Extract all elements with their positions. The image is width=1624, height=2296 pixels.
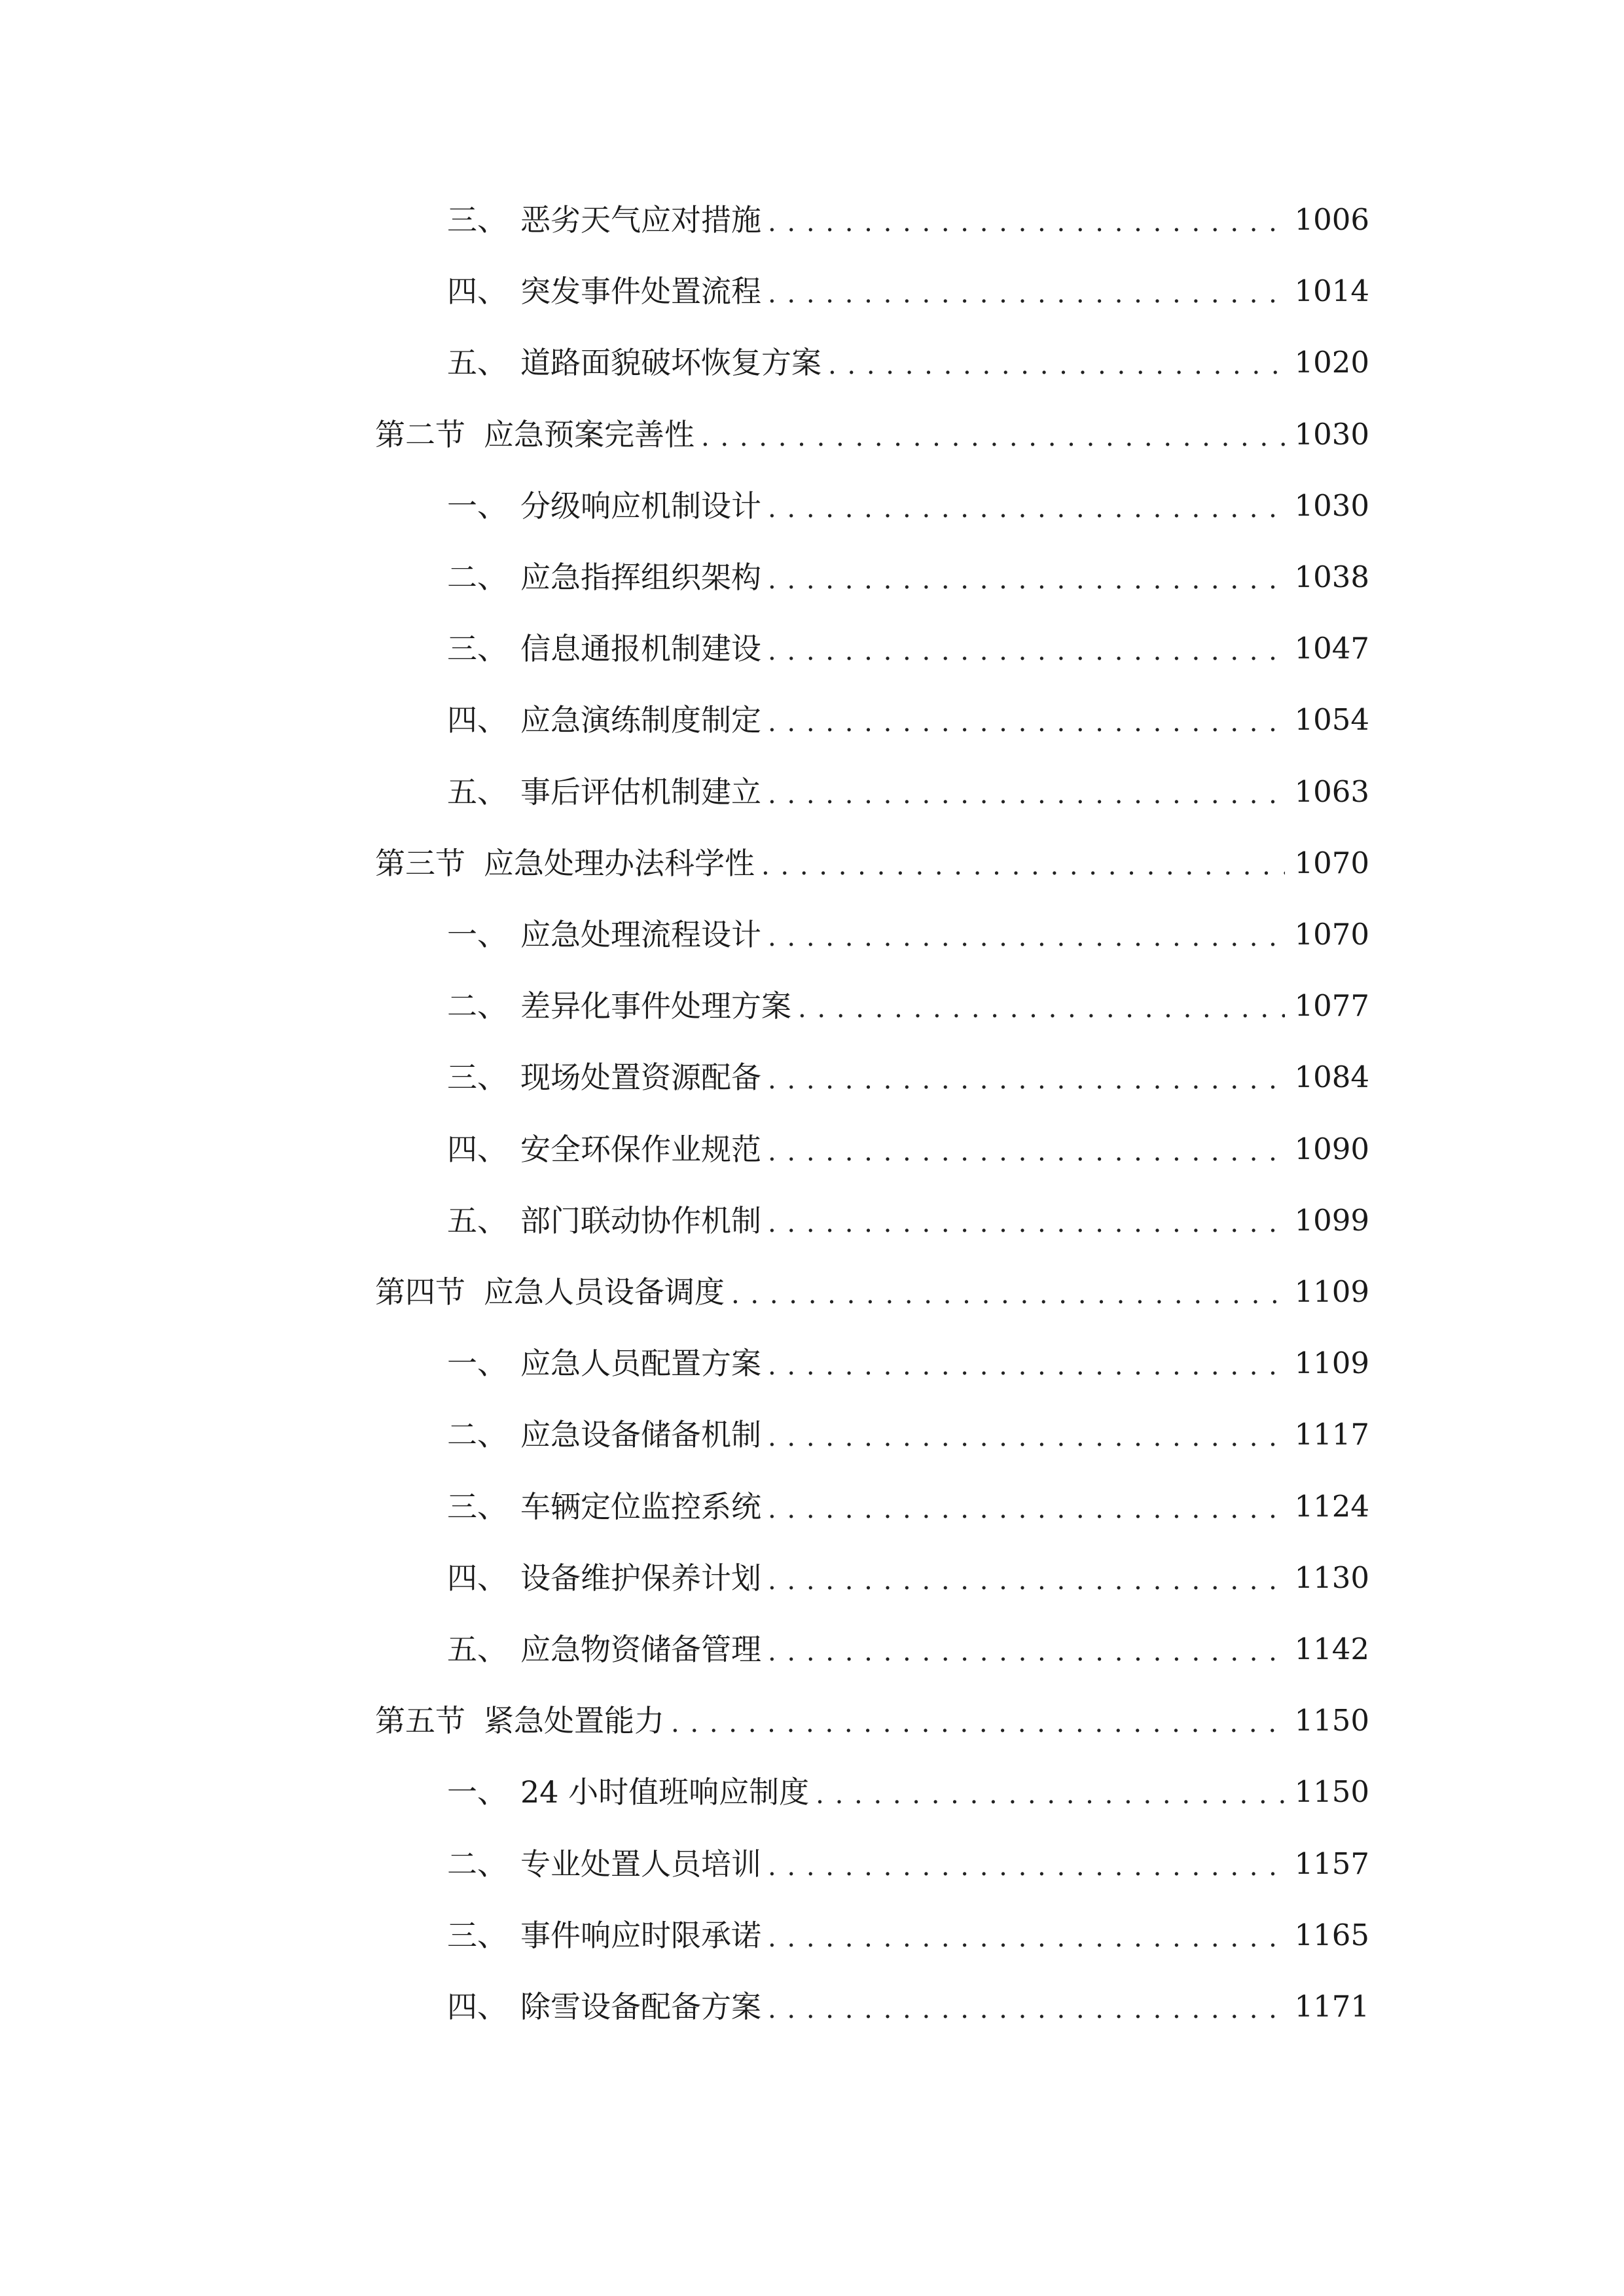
toc-entry-title: 应急处理流程设计 — [520, 917, 761, 952]
toc-entry-number: 五、 — [447, 345, 507, 380]
toc-entry-title: 车辆定位监控系统 — [520, 1489, 761, 1524]
toc-entry-page: 1077 — [1294, 988, 1369, 1023]
toc-entry-title: 应急指挥组织架构 — [520, 560, 761, 595]
dot-leader — [768, 196, 1285, 249]
toc-entry-title: 现场处置资源配备 — [520, 1060, 761, 1095]
toc-entry-title: 信息通报机制建设 — [520, 631, 761, 666]
dot-leader — [768, 1340, 1285, 1392]
toc-entry-page: 1157 — [1294, 1846, 1369, 1881]
toc-entry[interactable] — [447, 1337, 1369, 1390]
toc-entry-title: 道路面貌破坏恢复方案 — [520, 345, 821, 380]
toc-entry-number: 二、 — [447, 988, 507, 1024]
toc-entry-number: 四、 — [447, 274, 507, 309]
dot-leader — [768, 268, 1285, 320]
toc-entry-number: 四、 — [447, 1560, 507, 1596]
toc-entry[interactable] — [447, 1123, 1369, 1175]
toc-entry-title: 分级响应机制设计 — [520, 488, 761, 524]
dot-leader — [768, 911, 1285, 963]
dot-leader — [768, 1626, 1285, 1678]
toc-entry-number: 三、 — [447, 631, 507, 666]
toc-entry[interactable] — [447, 1051, 1369, 1103]
dot-leader — [768, 1483, 1285, 1535]
toc-entry-page: 1142 — [1294, 1632, 1369, 1666]
dot-leader — [731, 1268, 1285, 1321]
toc-entry-number: 三、 — [447, 202, 507, 238]
dot-leader — [768, 1983, 1285, 2036]
dot-leader — [768, 625, 1285, 677]
toc-entry-page: 1117 — [1294, 1417, 1369, 1452]
toc-entry-title: 突发事件处置流程 — [520, 274, 761, 309]
toc-entry-page: 1150 — [1294, 1703, 1369, 1738]
toc-entry[interactable] — [447, 1981, 1369, 2033]
toc-entry-title: 应急物资储备管理 — [520, 1632, 761, 1667]
toc-section-title: 应急人员设备调度 — [484, 1274, 725, 1310]
toc-entry-page: 1150 — [1294, 1774, 1369, 1809]
toc-entry-number: 一、 — [447, 1774, 507, 1810]
toc-entry-page: 1020 — [1294, 345, 1369, 380]
toc-entry-page: 1090 — [1294, 1132, 1369, 1166]
toc-entry-page: 1070 — [1294, 917, 1369, 952]
dot-leader — [701, 411, 1285, 463]
toc-entry[interactable] — [447, 336, 1369, 389]
toc-entry-title: 24 小时值班响应制度 — [520, 1774, 810, 1810]
toc-entry[interactable] — [447, 551, 1369, 603]
toc-entry-title: 专业处置人员培训 — [520, 1846, 761, 1882]
toc-entry[interactable] — [447, 694, 1369, 746]
toc-entry-title: 安全环保作业规范 — [520, 1132, 761, 1167]
toc-entry[interactable] — [447, 622, 1369, 675]
dot-leader — [768, 554, 1285, 606]
toc-section-number: 第五节 — [375, 1703, 465, 1738]
toc-entry-page: 1109 — [1294, 1346, 1369, 1380]
toc-entry-number: 二、 — [447, 1846, 507, 1882]
dot-leader — [768, 1054, 1285, 1106]
toc-entry-number: 三、 — [447, 1489, 507, 1524]
toc-section-number: 第三节 — [375, 846, 465, 881]
toc-entry-number: 五、 — [447, 774, 507, 810]
toc-entry-page: 1006 — [1294, 202, 1369, 237]
toc-entry-title: 设备维护保养计划 — [520, 1560, 761, 1596]
dot-leader — [768, 482, 1285, 535]
toc-entry-page: 1124 — [1294, 1489, 1369, 1524]
dot-leader — [761, 840, 1285, 892]
toc-entry-number: 一、 — [447, 917, 507, 952]
toc-entry[interactable] — [447, 1194, 1369, 1247]
toc-entry-number: 一、 — [447, 488, 507, 524]
dot-leader — [768, 1126, 1285, 1178]
dot-leader — [816, 1768, 1285, 1821]
dot-leader — [768, 1912, 1285, 1964]
toc-entry-page: 1054 — [1294, 702, 1369, 737]
toc-entry-page: 1047 — [1294, 631, 1369, 666]
toc-entry[interactable] — [447, 1552, 1369, 1604]
toc-section-entry[interactable] — [375, 837, 1369, 889]
toc-entry[interactable] — [447, 1480, 1369, 1533]
toc-entry[interactable] — [447, 1909, 1369, 1962]
dot-leader — [828, 339, 1285, 391]
toc-entry[interactable] — [447, 194, 1369, 246]
toc-entry-title: 应急演练制度制定 — [520, 702, 761, 738]
toc-entry[interactable] — [447, 480, 1369, 532]
toc-entry-title: 除雪设备配备方案 — [520, 1989, 761, 2024]
toc-entry-title: 事后评估机制建立 — [520, 774, 761, 810]
toc-entry[interactable] — [447, 980, 1369, 1032]
dot-leader — [671, 1697, 1285, 1749]
toc-entry[interactable] — [447, 1838, 1369, 1890]
toc-entry[interactable] — [447, 1766, 1369, 1818]
toc-entry-page: 1030 — [1294, 488, 1369, 523]
toc-entry-number: 五、 — [447, 1632, 507, 1667]
toc-section-number: 第四节 — [375, 1274, 465, 1310]
toc-entry-page: 1063 — [1294, 774, 1369, 809]
toc-section-entry[interactable] — [375, 408, 1369, 461]
toc-entry[interactable] — [447, 1623, 1369, 1676]
toc-entry-title: 恶劣天气应对措施 — [520, 202, 761, 238]
toc-section-title: 应急预案完善性 — [484, 417, 695, 452]
toc-entry-number: 三、 — [447, 1918, 507, 1953]
toc-entry-number: 四、 — [447, 1989, 507, 2024]
dot-leader — [768, 1554, 1285, 1607]
toc-entry-number: 二、 — [447, 1417, 507, 1452]
toc-entry[interactable] — [447, 766, 1369, 818]
toc-entry-page: 1099 — [1294, 1203, 1369, 1238]
dot-leader — [798, 982, 1285, 1035]
toc-entry-number: 三、 — [447, 1060, 507, 1095]
toc-entry-page: 1038 — [1294, 560, 1369, 594]
toc-section-title: 紧急处置能力 — [484, 1703, 664, 1738]
toc-entry-title: 应急人员配置方案 — [520, 1346, 761, 1381]
toc-entry-page: 1084 — [1294, 1060, 1369, 1094]
toc-entry-page: 1171 — [1294, 1989, 1369, 2024]
toc-entry[interactable] — [447, 1408, 1369, 1461]
dot-leader — [768, 1840, 1285, 1893]
toc-entry-page: 1070 — [1294, 846, 1369, 880]
dot-leader — [768, 696, 1285, 749]
toc-entry-page: 1014 — [1294, 274, 1369, 308]
toc-section-entry[interactable] — [375, 1266, 1369, 1318]
dot-leader — [768, 1197, 1285, 1249]
toc-entry-page: 1030 — [1294, 417, 1369, 452]
toc-entry-number: 四、 — [447, 702, 507, 738]
toc-entry-number: 二、 — [447, 560, 507, 595]
dot-leader — [768, 1411, 1285, 1463]
toc-entry-title: 应急设备储备机制 — [520, 1417, 761, 1452]
toc-entry-title: 差异化事件处理方案 — [520, 988, 791, 1024]
toc-entry-title: 事件响应时限承诺 — [520, 1918, 761, 1953]
toc-entry-number: 四、 — [447, 1132, 507, 1167]
toc-entry[interactable] — [447, 908, 1369, 961]
toc-entry-number: 一、 — [447, 1346, 507, 1381]
toc-entry[interactable] — [447, 265, 1369, 317]
toc-entry-number: 五、 — [447, 1203, 507, 1238]
toc-section-entry[interactable] — [375, 1695, 1369, 1747]
toc-entry-page: 1109 — [1294, 1274, 1369, 1309]
toc-section-number: 第二节 — [375, 417, 465, 452]
toc-entry-page: 1130 — [1294, 1560, 1369, 1595]
toc-entry-page: 1165 — [1294, 1918, 1369, 1952]
toc-entry-title: 部门联动协作机制 — [520, 1203, 761, 1238]
dot-leader — [768, 768, 1285, 821]
toc-section-title: 应急处理办法科学性 — [484, 846, 755, 881]
